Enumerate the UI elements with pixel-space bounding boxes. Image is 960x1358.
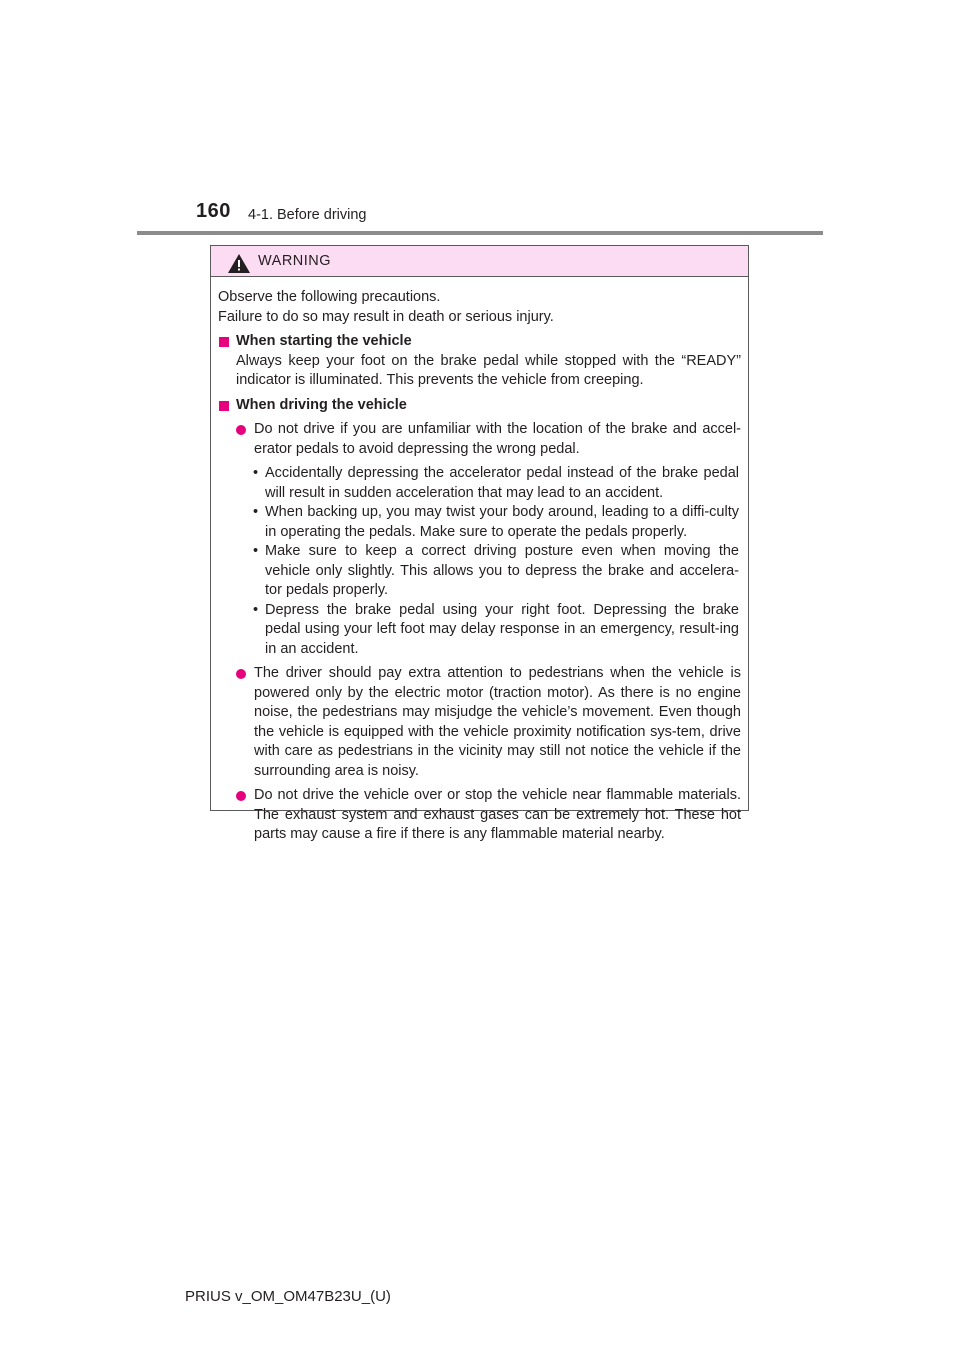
warning-label: WARNING [258,253,332,269]
round-bullet-icon [236,425,246,435]
driving-item-text: Do not drive if you are unfamiliar with the location of the brake and accel-erator pedals to avoid depressing the wrong pedal. [254,421,741,457]
list-item-text: When backing up, you may twist your body around, leading to a diffi-culty in operating the pedals. Make sure to operate the pedals properly. [265,504,739,540]
warning-body [211,277,748,845]
warning-box [210,245,749,842]
driving-item [218,786,741,845]
header-rule [137,231,823,235]
bullet-mark: • [253,543,259,559]
list-item-text: Depress the brake pedal using your right foot. Depressing the brake pedal using your left foot may delay response in an emergency, result-ing in an accident. [265,601,739,657]
starting-heading [218,332,741,352]
list-item [218,464,741,503]
driving-item [218,664,741,781]
intro-line: Failure to do so may result in death or serious injury. [218,308,554,325]
bullet-list [218,464,741,659]
driving-item-text: Do not drive the vehicle over or stop the vehicle near flammable materials. The exhaust system and exhaust gases can be extremely hot. These hot parts may cause a fire if there is any flammable material nearby. [254,787,741,842]
list-item [218,542,741,601]
square-bullet-icon [219,337,229,347]
list-item [218,601,741,660]
driving-heading-text: When driving the vehicle [236,396,407,413]
section-title: 4-1. Before driving [248,207,367,223]
starting-heading-text: When starting the vehicle [236,333,412,349]
square-bullet-icon [219,401,229,411]
list-item-text: Make sure to keep a correct driving posture even when moving the vehicle only slightly. This allows you to depress the brake and accelera-tor pedals properly. [265,543,739,598]
round-bullet-icon [236,669,246,679]
page-number: 160 [196,200,231,222]
bullet-mark: • [253,601,259,618]
bullet-mark: • [253,465,259,481]
list-item-text: Accidentally depressing the accelerator pedal instead of the brake pedal will result in sudden acceleration that may lead to an accident. [265,465,739,501]
intro-line: Observe the following precautions. [218,289,441,305]
round-bullet-icon [236,791,246,801]
driving-item-text: The driver should pay extra attention to pedestrians when the vehicle is powered only by the electric motor (traction motor). As there is no engine noise, the pedestrians may misjudge the vehicle’s movement. Even though the vehicle is equipped with the vehicle proximity notification sys-tem, drive with care as pedestrians in the vicinity may still not notice the vehicle if the surrounding area is noisy. [254,665,741,779]
bullet-mark: • [253,504,259,520]
driving-item [218,420,741,459]
warning-header [211,246,748,277]
list-item [218,503,741,542]
warning-triangle-icon [228,254,250,273]
footer-code: PRIUS v_OM_OM47B23U_(U) [185,1288,391,1305]
driving-heading [218,396,741,416]
starting-text: Always keep your foot on the brake pedal while stopped with the “READY” indicator is illuminated. This prevents the vehicle from creeping. [236,352,741,388]
